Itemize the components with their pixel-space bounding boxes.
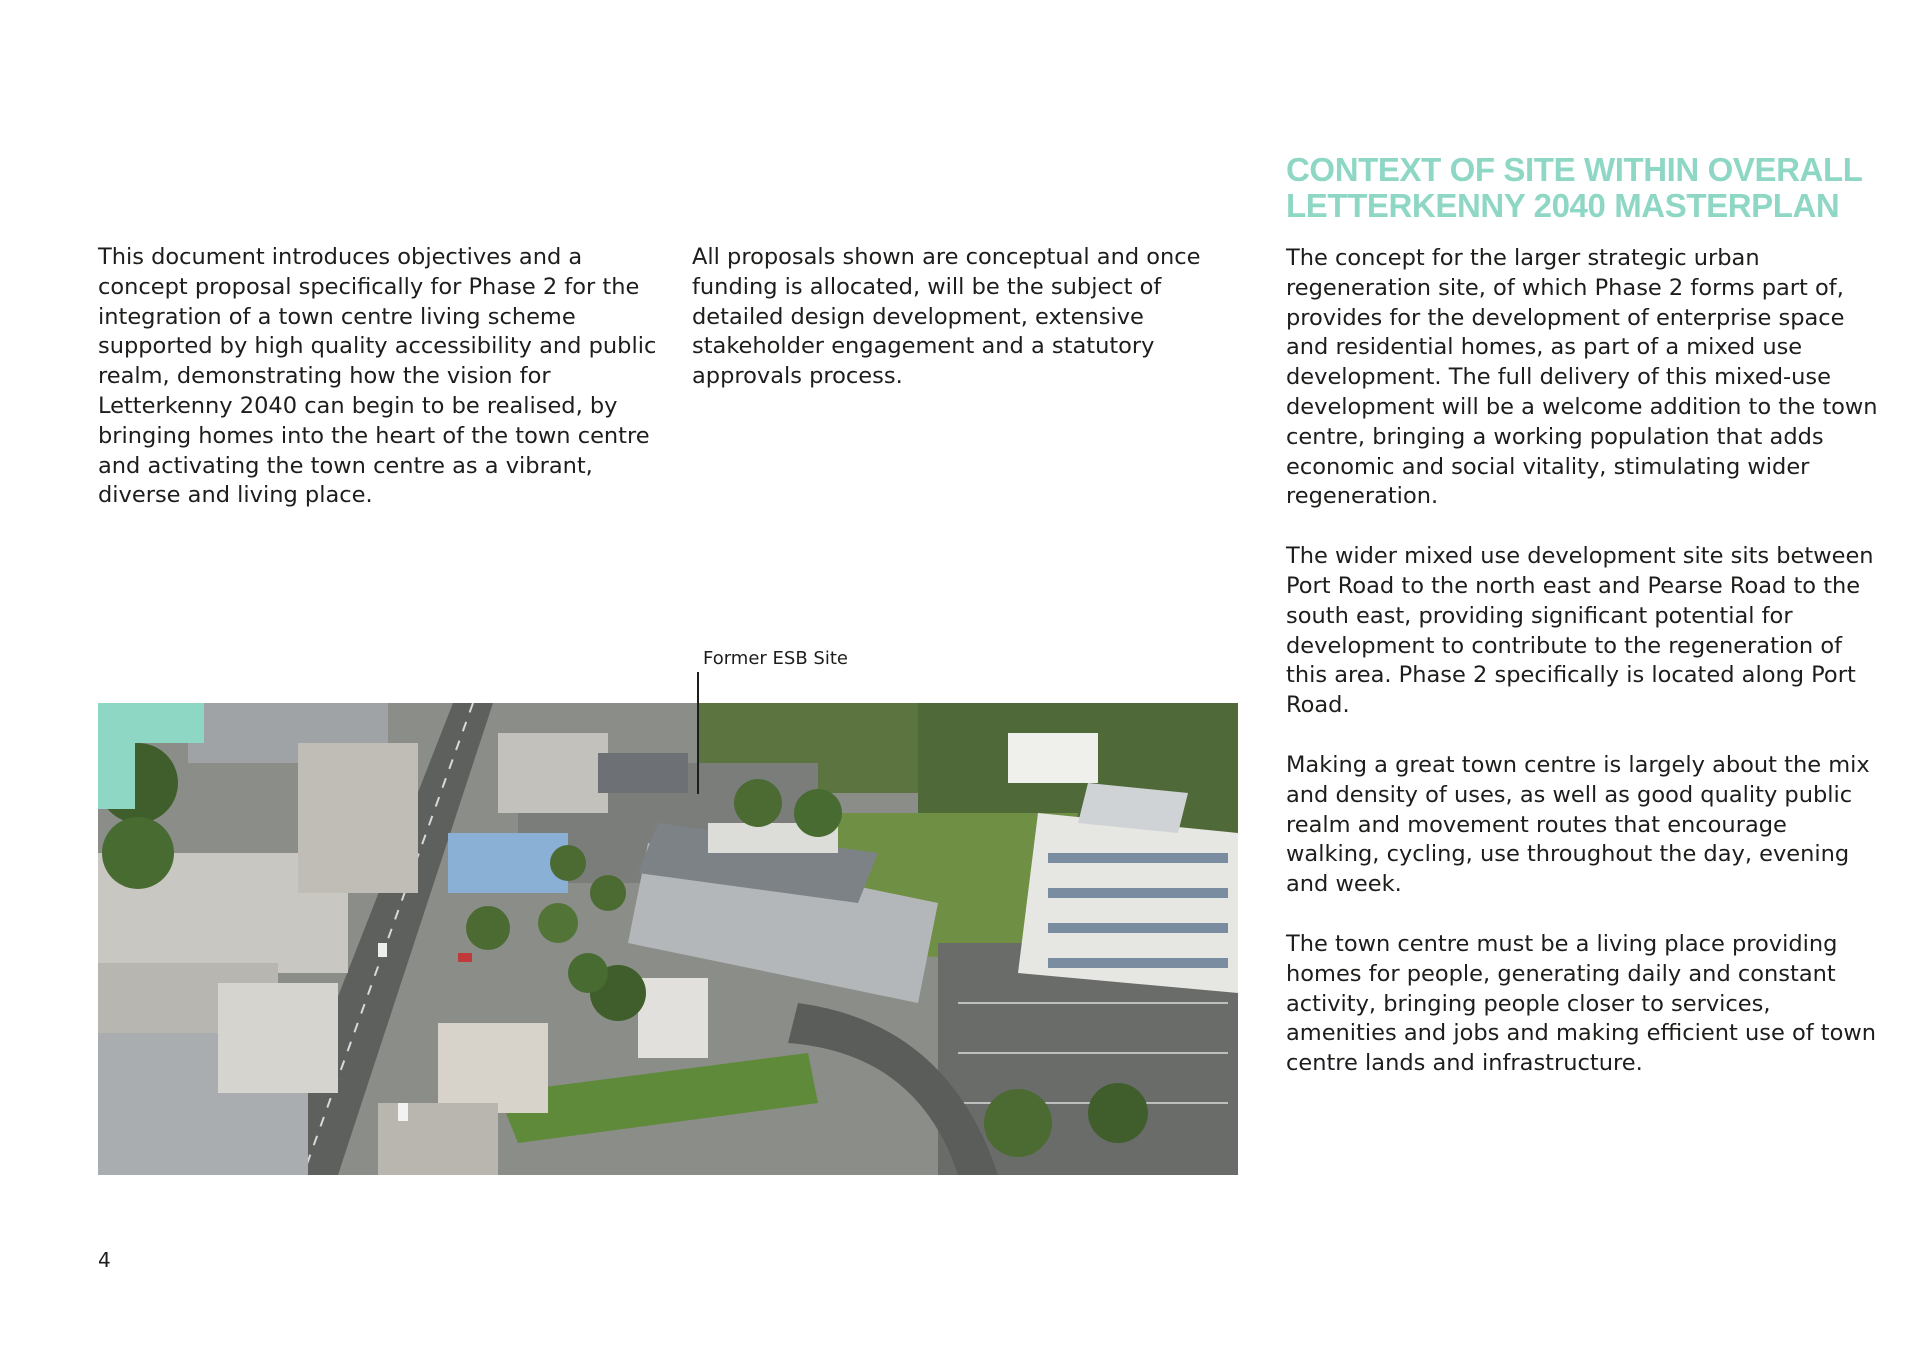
aerial-photo (98, 703, 1238, 1175)
context-paragraph: The concept for the larger strategic urban regeneration site, of which Phase 2 forms part of, provides for the development of enterprise space and residential homes, as part of a mixed use development. The full delivery of this mixed-use development will be a welcome addition to the town centre, bringing a working population that adds economic and social vitality, stimulating wider regeneration. (1286, 245, 1878, 510)
section-title: CONTEXT OF SITE WITHIN OVERALL LETTERKENNY 2040 MASTERPLAN (1286, 151, 1862, 224)
intro-paragraph-left: This document introduces objectives and a concept proposal specifically for Phase 2 for the integration of a town centre living scheme supported by high quality accessibility and public realm, demonstrating how the vision for Letterkenny 2040 can begin to be realised, by bringing homes into the heart of the town centre and activating the town centre as a vibrant, diverse and living place. (98, 244, 657, 509)
context-paragraph: The town centre must be a living place providing homes for people, generating daily and constant activity, bringing people closer to services, amenities and jobs and making efficient use of town centre lands and infrastructure. (1286, 930, 1877, 1077)
context-paragraph: Making a great town centre is largely about the mix and density of uses, as well as good quality public realm and movement routes that encourage walking, cycling, use throughout the day, evening and week. (1286, 751, 1870, 898)
photo-callout-label: Former ESB Site (703, 648, 848, 669)
context-section (1286, 152, 1886, 1109)
corner-accent-shape (98, 703, 204, 809)
intro-paragraph-middle: All proposals shown are conceptual and once funding is allocated, will be the subject of detailed design development, extensive stakeholder engagement and a statutory approvals process. (692, 244, 1201, 390)
context-paragraph: The wider mixed use development site sits between Port Road to the north east and Pearse Road to the south east, providing significant potential for development to contribute to the regeneration of this area. Phase 2 specifically is located along Port Road. (1286, 543, 1874, 719)
photo-callout-line (697, 672, 699, 794)
page-number: 4 (98, 1248, 111, 1272)
